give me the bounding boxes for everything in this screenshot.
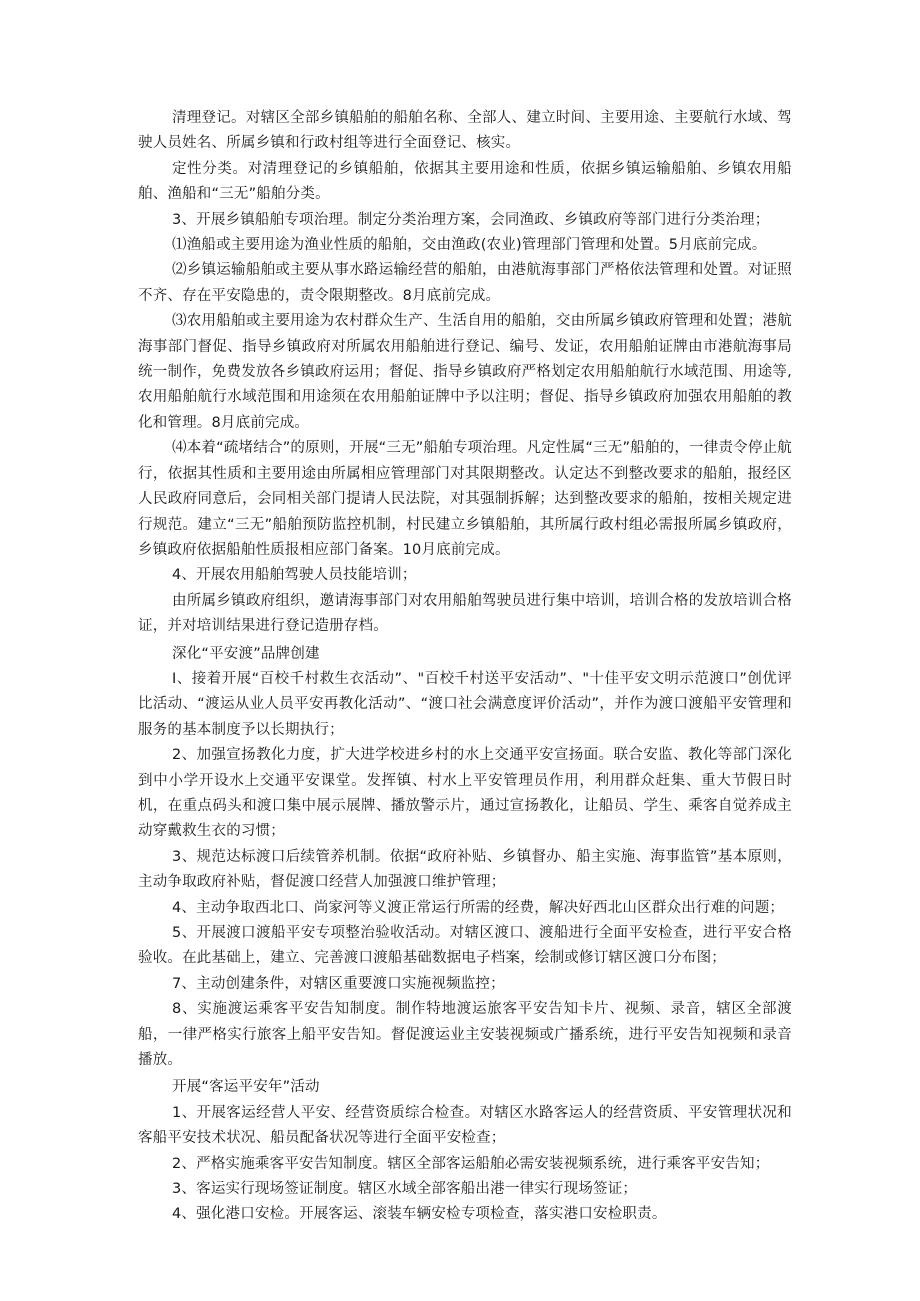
- paragraph-item-4-training: 4、开展农用船舶驾驶人员技能培训；: [172, 567, 417, 584]
- paragraph-ferry-item-3: 3、规范达标渡口后续管养机制。依据“政府补贴、乡镇督办、船主实施、海事监管”基本原则，主动争取政府补贴，督促渡口经营人加强渡口维护管理；: [138, 848, 792, 891]
- paragraph-sub-2-transport: ⑵乡镇运输船舶或主要从事水路运输经营的船舶，由港航海事部门严格依法管理和处置。对证照不齐、存在平安隐患的，责令限期整改。8月底前完成。: [138, 262, 792, 304]
- paragraph-ferry-item-7: 7、主动创建条件，对辖区重要渡口实施视频监控；: [172, 975, 505, 992]
- paragraph-sub-1-fishing: ⑴渔船或主要用途为渔业性质的船舶，交由渔政(农业)管理部门管理和处置。5月底前完成。: [172, 237, 767, 254]
- paragraph-ferry-item-4: 4、主动争取西北口、尚家河等义渡正常运行所需的经费，解决好西北山区群众出行难的问题；: [172, 899, 785, 916]
- paragraph-passenger-item-1: 1、开展客运经营人平安、经营资质综合检查。对辖区水路客运人的经营资质、平安管理状况和客船平安技术状况、船员配备状况等进行全面平安检查；: [138, 1104, 792, 1147]
- paragraph-sub-4-three-no: ⑷本着“疏堵结合”的原则，开展“三无”船舶专项治理。凡定性属“三无”船舶的，一律责令停止航行，依据其性质和主要用途由所属相应管理部门对其限期整改。认定达不到整改要求的船舶，报经区人民政府同意后，会同相关部门提请人民法院，对其强制拆解；达到整改要求的船舶，按相关规定进行规范。建立“三无”船舶预防监控机制，村民建立乡镇船舶，其所属行政村组必需报所属乡镇政府，乡镇政府依据船舶性质报相应部门备案。10月底前完成。: [138, 440, 792, 558]
- paragraph-ferry-item-2: 2、加强宣扬教化力度，扩大进学校进乡村的水上交通平安宣扬面。联合安监、教化等部门深化到中小学开设水上交通平安课堂。发挥镇、村水上平安管理员作用，利用群众赶集、重大节假日时机，在重点码头和渡口集中展示展牌、播放警示片，通过宣扬教化，让船员、学生、乘客自觉养成主动穿戴救生衣的习惯；: [138, 747, 792, 840]
- document-body: [138, 106, 792, 1228]
- paragraph-passenger-item-2: 2、严格实施乘客平安告知制度。辖区全部客运船舶必需安装视频系统，进行乘客平安告知；: [172, 1155, 770, 1172]
- paragraph-ferry-item-8: 8、实施渡运乘客平安告知制度。制作特地渡运旅客平安告知卡片、视频、录音，辖区全部渡船，一律严格实行旅客上船平安告知。督促渡运业主安装视频或广播系统，进行平安告知视频和录音播放。: [138, 1001, 792, 1069]
- paragraph-training-detail: 由所属乡镇政府组织，邀请海事部门对农用船舶驾驶员进行集中培训，培训合格的发放培训合格证，并对培训结果进行登记造册存档。: [138, 592, 792, 635]
- paragraph-classification: 定性分类。对清理登记的乡镇船舶，依据其主要用途和性质，依据乡镇运输船舶、乡镇农用船舶、渔船和“三无”船舶分类。: [138, 160, 792, 203]
- section-heading-passenger-safety: 开展“客运平安年”活动: [172, 1079, 320, 1096]
- paragraph-ferry-item-5: 5、开展渡口渡船平安专项整治验收活动。对辖区渡口、渡船进行全面平安检查，进行平安合格验收。在此基础上，建立、完善渡口渡船基础数据电子档案，绘制或修订辖区渡口分布图；: [138, 925, 792, 967]
- paragraph-sub-3-agricultural: ⑶农用船舶或主要用途为农村群众生产、生活自用的船舶，交由所属乡镇政府管理和处置；港航海事部门督促、指导乡镇政府对所属农用船舶进行登记、编号、发证，农用船舶证牌由市港航海事局统一制作，免费发放各乡镇政府运用；督促、指导乡镇政府严格划定农用船舶航行水域范围、用途等,农用船舶航行水域范围和用途须在农用船舶证牌中予以注明；督促、指导乡镇政府加强农用船舶的教化和管理。8月底前完成。: [138, 313, 792, 431]
- paragraph-item-3-governance: 3、开展乡镇船舶专项治理。制定分类治理方案，会同渔政、乡镇政府等部门进行分类治理；: [172, 211, 770, 228]
- section-heading-safe-ferry: 深化“平安渡”品牌创建: [172, 645, 320, 662]
- paragraph-registration: 清理登记。对辖区全部乡镇船舶的船舶名称、全部人、建立时间、主要用途、主要航行水域、驾驶人员姓名、所属乡镇和行政村组等进行全面登记、核实。: [138, 110, 792, 152]
- paragraph-passenger-item-4: 4、强化港口安检。开展客运、滚装车辆安检专项检查，落实港口安检职责。: [172, 1206, 667, 1223]
- paragraph-passenger-item-3: 3、客运实行现场签证制度。辖区水域全部客船出港一律实行现场签证；: [172, 1181, 638, 1198]
- paragraph-ferry-item-1: I、接着开展“百校千村救生衣活动”、"百校千村送平安活动”、"十佳平安文明示范渡口”创优评比活动、“渡运从业人员平安再教化活动”、“渡口社会满意度评价活动”，并作为渡口渡船平安管理和服务的基本制度予以长期执行；: [138, 670, 792, 738]
